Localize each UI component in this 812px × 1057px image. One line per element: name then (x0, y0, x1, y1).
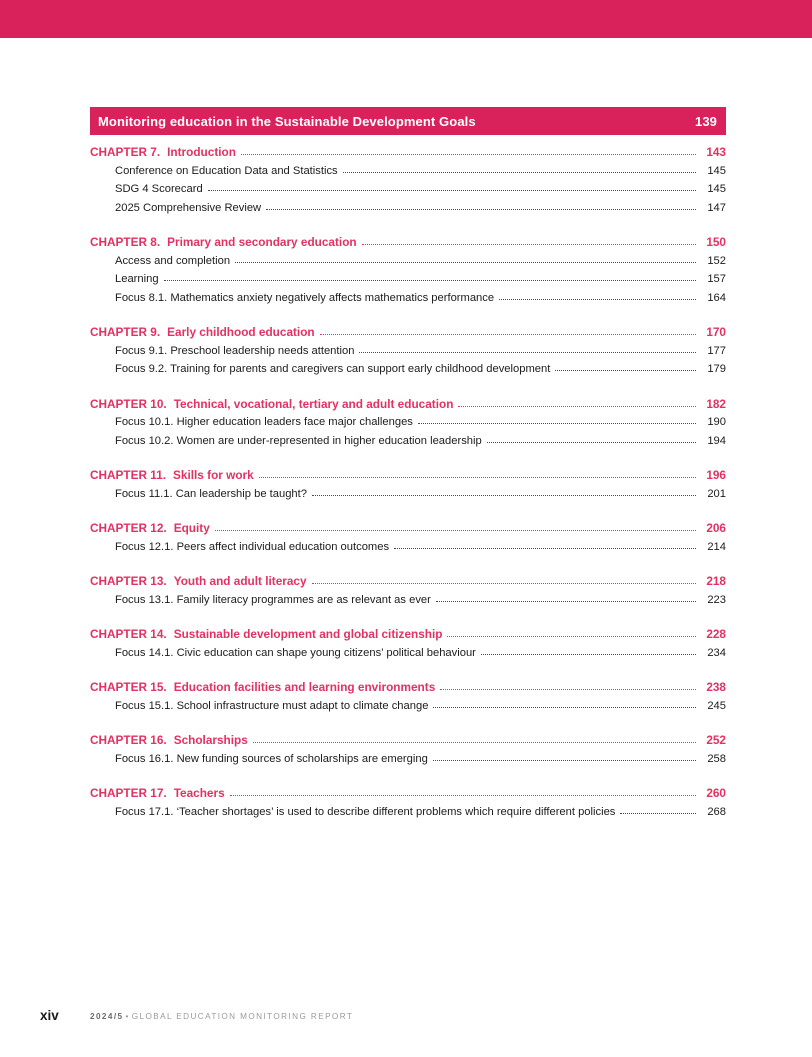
entry-title: Focus 11.1. Can leadership be taught? (115, 487, 307, 500)
dot-leader (266, 209, 696, 210)
dot-leader (259, 477, 696, 478)
dot-leader (241, 154, 696, 155)
entry-title: Focus 10.1. Higher education leaders face major challenges (115, 416, 413, 428)
chapter-label: CHAPTER 15. (90, 680, 167, 694)
toc-section (90, 572, 726, 609)
chapter-page-number: 206 (706, 521, 726, 535)
toc-section (90, 784, 726, 821)
chapter-title: Introduction (167, 145, 236, 159)
dot-leader (440, 689, 696, 690)
section-items (90, 803, 726, 822)
chapter-label: CHAPTER 7. (90, 145, 161, 159)
section-items (90, 591, 726, 610)
chapter-label: CHAPTER 8. (90, 235, 161, 249)
toc-entry-row[interactable] (90, 180, 726, 199)
entry-page-number: 190 (707, 416, 726, 428)
entry-page-number: 223 (707, 593, 726, 606)
toc-chapter-row[interactable] (90, 395, 726, 414)
folio-page-number: xiv (40, 1008, 59, 1023)
chapter-title: Youth and adult literacy (173, 574, 307, 588)
toc-chapter-row[interactable] (90, 678, 726, 697)
dot-leader (312, 495, 696, 496)
chapter-title: Scholarships (173, 733, 248, 747)
section-header-band (90, 107, 726, 135)
running-title (90, 1012, 353, 1021)
toc-chapter-row[interactable] (90, 519, 726, 538)
entry-page-number: 177 (707, 344, 726, 357)
section-items (90, 485, 726, 504)
content-area (90, 107, 726, 821)
entry-page-number: 245 (707, 699, 726, 712)
entry-title: Focus 12.1. Peers affect individual education outcomes (115, 540, 390, 553)
entry-page-number: 147 (707, 201, 726, 214)
toc-section (90, 466, 726, 503)
entry-page-number: 234 (707, 646, 726, 659)
toc-entry-row[interactable] (90, 199, 726, 218)
chapter-title: Education facilities and learning environments (173, 680, 436, 694)
dot-leader (436, 601, 696, 602)
section-items (90, 538, 726, 557)
section-header-page: 139 (695, 113, 717, 129)
dot-leader (481, 654, 696, 655)
dot-leader (433, 760, 696, 761)
section-items (90, 644, 726, 663)
entry-title: Focus 15.1. School infrastructure must adapt to climate change (115, 699, 429, 712)
toc-entry-row[interactable] (90, 432, 726, 451)
entry-title: Focus 17.1. ‘Teacher shortages’ is used to describe different problems which require different policies (115, 805, 616, 818)
toc-section (90, 625, 726, 662)
chapter-title: Equity (173, 521, 210, 535)
toc-section (90, 323, 726, 379)
dot-leader (447, 636, 696, 637)
chapter-page-number: 150 (706, 235, 726, 249)
entry-page-number: 268 (707, 805, 726, 818)
entry-page-number: 179 (707, 363, 726, 375)
entry-page-number: 214 (707, 540, 726, 553)
toc-section (90, 233, 726, 307)
entry-title: Focus 13.1. Family literacy programmes are as relevant as ever (115, 593, 431, 606)
entry-title: Access and completion (115, 254, 231, 267)
toc-section (90, 678, 726, 715)
toc-entry-row[interactable] (90, 538, 726, 557)
entry-page-number: 201 (707, 487, 726, 500)
entry-title: Focus 9.2. Training for parents and caregivers can support early childhood development (115, 363, 551, 375)
chapter-label: CHAPTER 12. (90, 521, 167, 535)
entry-title: Learning (115, 273, 159, 285)
dot-leader (312, 583, 696, 584)
dot-leader (320, 334, 696, 335)
dot-leader (362, 244, 696, 245)
toc-section (90, 143, 726, 217)
chapter-title: Skills for work (173, 468, 254, 482)
dot-leader (208, 190, 696, 191)
section-items (90, 342, 726, 379)
chapter-label: CHAPTER 16. (90, 733, 167, 747)
toc-section (90, 395, 726, 451)
dot-leader (499, 299, 696, 300)
chapter-label: CHAPTER 9. (90, 325, 161, 339)
entry-page-number: 194 (707, 434, 726, 447)
toc-chapter-row[interactable] (90, 572, 726, 591)
entry-title: SDG 4 Scorecard (115, 183, 203, 195)
dot-leader (164, 280, 696, 281)
chapter-title: Sustainable development and global citizenship (173, 627, 443, 641)
dot-leader (343, 172, 696, 173)
section-header-title: Monitoring education in the Sustainable Development Goals (98, 113, 476, 129)
chapter-title: Early childhood education (167, 325, 315, 339)
toc-entry-row[interactable] (90, 162, 726, 181)
chapter-label: CHAPTER 14. (90, 627, 167, 641)
entry-title: Conference on Education Data and Statistics (115, 164, 338, 177)
chapter-label: CHAPTER 10. (90, 396, 167, 411)
chapter-title: Primary and secondary education (167, 235, 357, 249)
toc (90, 143, 726, 821)
dot-leader (230, 795, 696, 796)
entry-title: Focus 9.1. Preschool leadership needs attention (115, 344, 355, 357)
chapter-page-number: 252 (706, 733, 726, 747)
entry-page-number: 145 (707, 164, 726, 177)
chapter-label: CHAPTER 13. (90, 574, 167, 588)
dot-leader (487, 442, 696, 443)
section-items (90, 252, 726, 308)
toc-chapter-row[interactable] (90, 143, 726, 162)
dot-leader (235, 262, 696, 263)
dot-leader (253, 742, 696, 743)
toc-entry-row[interactable] (90, 750, 726, 769)
entry-page-number: 164 (707, 291, 726, 304)
dot-leader (620, 813, 696, 814)
chapter-page-number: 228 (706, 627, 726, 641)
dot-leader (359, 352, 696, 353)
dot-leader (555, 370, 696, 371)
chapter-page-number: 143 (706, 145, 726, 159)
dot-leader (418, 423, 696, 424)
page-footer (0, 1008, 812, 1028)
toc-entry-row[interactable] (90, 697, 726, 716)
dot-leader (394, 548, 696, 549)
dot-leader (433, 707, 696, 708)
toc-entry-row[interactable] (90, 342, 726, 361)
toc-chapter-row[interactable] (90, 323, 726, 342)
toc-section (90, 519, 726, 556)
toc-entry-row[interactable] (90, 270, 726, 289)
section-items (90, 750, 726, 769)
toc-entry-row[interactable] (90, 289, 726, 308)
entry-page-number: 152 (707, 254, 726, 267)
entry-page-number: 258 (707, 752, 726, 765)
chapter-page-number: 218 (706, 574, 726, 588)
chapter-label: CHAPTER 17. (90, 786, 167, 800)
separator-dot: • (125, 1012, 130, 1021)
top-accent-bar (0, 0, 812, 38)
chapter-page-number: 182 (706, 396, 726, 411)
toc-chapter-row[interactable] (90, 784, 726, 803)
entry-page-number: 145 (707, 183, 726, 195)
toc-chapter-row[interactable] (90, 466, 726, 485)
toc-entry-row[interactable] (90, 803, 726, 822)
entry-title: Focus 14.1. Civic education can shape young citizens’ political behaviour (115, 646, 476, 659)
chapter-title: Teachers (173, 786, 225, 800)
chapter-page-number: 196 (706, 468, 726, 482)
entry-title: 2025 Comprehensive Review (115, 201, 262, 214)
entry-title: Focus 8.1. Mathematics anxiety negatively affects mathematics performance (115, 291, 495, 304)
dot-leader (458, 406, 696, 407)
toc-entry-row[interactable] (90, 413, 726, 432)
edition-label: 2024/5 (90, 1012, 124, 1021)
entry-title: Focus 16.1. New funding sources of scholarships are emerging (115, 752, 428, 765)
chapter-page-number: 238 (706, 680, 726, 694)
report-name: GLOBAL EDUCATION MONITORING REPORT (131, 1012, 354, 1021)
toc-entry-row[interactable] (90, 360, 726, 379)
toc-entry-row[interactable] (90, 591, 726, 610)
section-items (90, 413, 726, 450)
chapter-page-number: 260 (706, 786, 726, 800)
toc-entry-row[interactable] (90, 644, 726, 663)
chapter-label: CHAPTER 11. (90, 468, 167, 482)
toc-chapter-row[interactable] (90, 731, 726, 750)
toc-chapter-row[interactable] (90, 625, 726, 644)
toc-entry-row[interactable] (90, 252, 726, 271)
toc-entry-row[interactable] (90, 485, 726, 504)
entry-page-number: 157 (707, 273, 726, 285)
dot-leader (215, 530, 696, 531)
toc-chapter-row[interactable] (90, 233, 726, 252)
chapter-page-number: 170 (706, 325, 726, 339)
toc-section (90, 731, 726, 768)
chapter-title: Technical, vocational, tertiary and adult education (173, 396, 454, 411)
section-items (90, 697, 726, 716)
entry-title: Focus 10.2. Women are under-represented in higher education leadership (115, 434, 482, 447)
section-items (90, 162, 726, 218)
